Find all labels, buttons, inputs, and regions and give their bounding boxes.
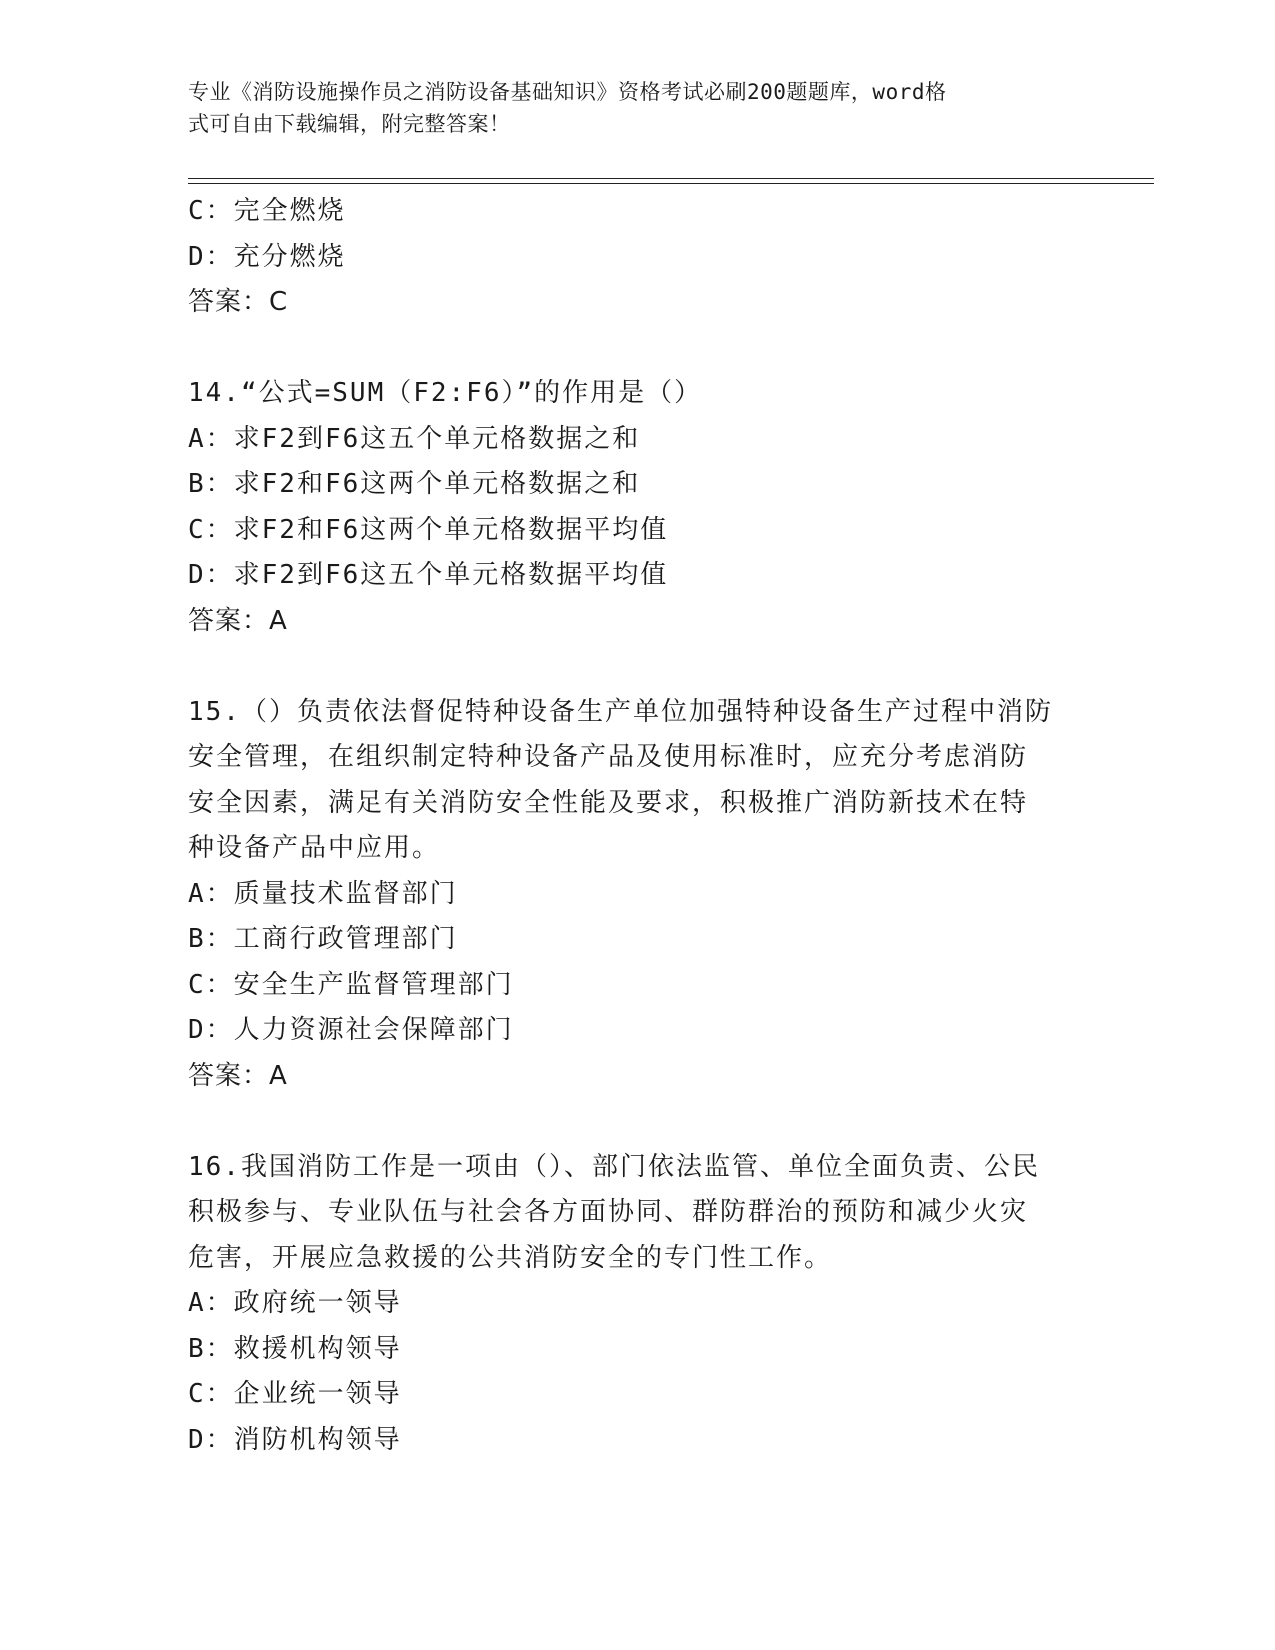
option-a: A：求F2到F6这五个单元格数据之和 — [188, 423, 641, 454]
question-stem-line: 积极参与、专业队伍与社会各方面协同、群防群治的预防和减少火灾 — [188, 1197, 1029, 1227]
option-b: B：求F2和F6这两个单元格数据之和 — [188, 469, 641, 499]
header-title-line-1: 专业《消防设施操作员之消防设备基础知识》资格考试必刷200题题库，word格 — [188, 80, 947, 104]
question-stem-line: 16.我国消防工作是一项由（）、部门依法监管、单位全面负责、公民 — [188, 1151, 1040, 1182]
question-14 — [188, 371, 1088, 644]
option-b: B：救援机构领导 — [188, 1333, 402, 1364]
question-13-tail — [188, 189, 1088, 326]
question-list — [188, 189, 1088, 1463]
question-stem-line: 种设备产品中应用。 — [188, 833, 441, 863]
option-c: C：安全生产监督管理部门 — [188, 969, 514, 1000]
question-stem: 14.“公式=SUM（F2:F6）”的作用是（） — [188, 378, 703, 408]
option-d: D：求F2到F6这五个单元格数据平均值 — [188, 560, 669, 590]
question-stem-line: 15.（）负责依法督促特种设备生产单位加强特种设备生产过程中消防 — [188, 696, 1053, 727]
option-a: A：政府统一领导 — [188, 1288, 402, 1318]
question-spacer — [188, 1099, 1088, 1145]
option-b: B：工商行政管理部门 — [188, 924, 458, 954]
question-stem-line: 安全因素，满足有关消防安全性能及要求，积极推广消防新技术在特 — [188, 787, 1029, 818]
option-c: C：企业统一领导 — [188, 1379, 402, 1409]
question-stem-line: 危害，开展应急救援的公共消防安全的专门性工作。 — [188, 1242, 833, 1273]
option-c: C：完全燃烧 — [188, 196, 346, 226]
question-stem-line: 安全管理，在组织制定特种设备产品及使用标准时，应充分考虑消防 — [188, 742, 1029, 772]
question-spacer — [188, 644, 1088, 690]
header-divider-top — [188, 178, 1154, 179]
document-header — [188, 76, 1068, 140]
option-d: D：人力资源社会保障部门 — [188, 1015, 514, 1045]
answer-label: 答案：C — [188, 287, 289, 317]
question-15 — [188, 690, 1088, 1100]
answer-label: 答案：A — [188, 1060, 288, 1091]
answer-label: 答案：A — [188, 605, 288, 636]
header-title-line-2: 式可自由下载编辑，附完整答案！ — [188, 112, 511, 136]
header-divider-bottom — [188, 183, 1154, 184]
question-spacer — [188, 326, 1088, 372]
option-a: A：质量技术监督部门 — [188, 878, 458, 909]
option-d: D：消防机构领导 — [188, 1424, 402, 1455]
option-c: C：求F2和F6这两个单元格数据平均值 — [188, 514, 669, 545]
option-d: D：充分燃烧 — [188, 241, 346, 272]
question-16 — [188, 1145, 1088, 1464]
